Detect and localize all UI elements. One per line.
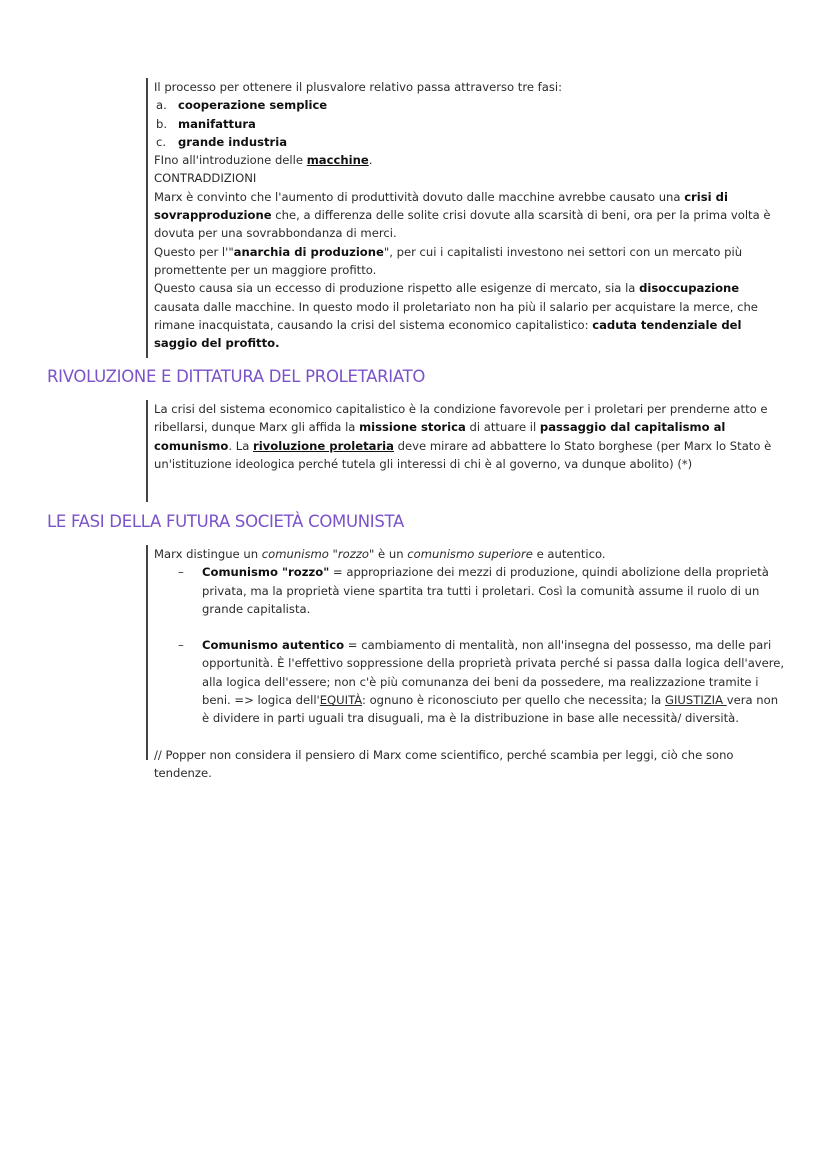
paragraph-rivoluzione: La crisi del sistema economico capitalistico è la condizione favorevole per i proletari per prenderne atto e ribellarsi, dunque Marx gli affida la missione storica di attuare il passaggio dal capitalismo al comunismo. La rivoluzione proletaria deve mirare ad abbattere lo Stato borghese (per Marx lo Stato è un'istituzione ideologica perché tutela gli interessi di chi è al governo, va dunque abolito) (*)	[154, 402, 772, 471]
until-machines: FIno all'introduzione delle macchine.	[154, 153, 373, 168]
phase-list	[154, 96, 786, 151]
intro-text: Il processo per ottenere il plusvalore relativo passa attraverso tre fasi:	[154, 80, 563, 94]
list-item-autentico: – Comunismo autentico = cambiamento di mentalità, non all'insegna del possesso, ma delle pari opportunità. È l'effettivo soppressione della proprietà privata perché si passa dalla logica dell'avere, alla logica dell'essere; non c'è più comunanza dei beni da possedere, ma realizzazione tramite i beni. => logica dell'EQUITÀ: ognuno è riconosciuto per quello che necessita; la GIUSTIZIA vera non è dividere in parti uguali tra disuguali, ma è la distribuzione in base alle necessità/ diversità.	[178, 638, 785, 726]
list-item: c. grande industria	[156, 134, 288, 149]
list-item-rozzo: – Comunismo "rozzo" = appropriazione dei mezzi di produzione, quindi abolizione della proprietà privata, ma la proprietà viene spartita tra tutti i proletari. Così la comunità assume il ruolo di un grande capitalista.	[178, 565, 769, 616]
intro-comunismo: Marx distingue un comunismo "rozzo" è un comunismo superiore e autentico.	[154, 547, 606, 561]
macchine-term: macchine	[306, 153, 369, 168]
section-fasi	[146, 545, 786, 780]
section-plusvalore	[146, 78, 786, 358]
section-heading-fasi: LE FASI DELLA FUTURA SOCIETÀ COMUNISTA	[47, 512, 404, 531]
paragraph-crisi: Marx è convinto che l'aumento di produttività dovuto dalle macchine avrebbe causato una crisi di sovrapproduzione che, a differenza delle solite crisi dovute alla scarsità di beni, ora per la prima volta è dovuta per una sovrabbondanza di merci.	[154, 189, 771, 241]
list-item: b. manifattura	[156, 116, 256, 131]
paragraph-anarchia: Questo per l'"anarchia di produzione", per cui i capitalisti investono nei settori con un mercato più promettente per un maggiore profitto.	[154, 244, 743, 277]
paragraph-disoccupazione: Questo causa sia un eccesso di produzione rispetto alle esigenze di mercato, sia la disoccupazione causata dalle macchine. In questo modo il proletariato non ha più il salario per acquistare la merce, che rimane inacquistata, causando la crisi del sistema economico capitalistico: caduta tendenziale del saggio del profitto.	[154, 281, 758, 351]
section-heading-rivoluzione: RIVOLUZIONE E DITTATURA DEL PROLETARIATO	[47, 367, 426, 386]
section-rivoluzione	[146, 400, 786, 502]
list-item: a. cooperazione semplice	[156, 98, 328, 113]
popper-note: // Popper non considera il pensiero di Marx come scientifico, perché scambia per leggi, ciò che sono tendenze.	[154, 747, 734, 780]
contraddizioni-label: CONTRADDIZIONI	[154, 171, 257, 186]
